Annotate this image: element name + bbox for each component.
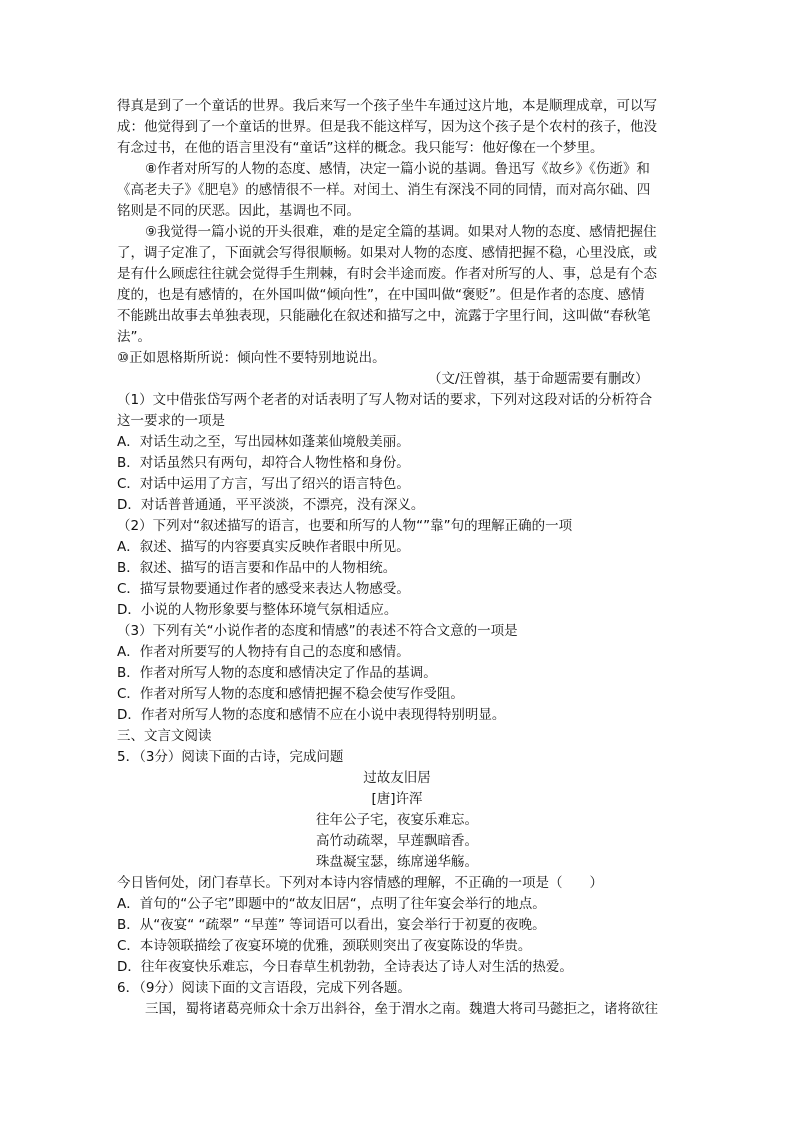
essay-line: 成：他觉得到了一个童话的世界。但是我不能这样写，因为这个孩子是个农村的孩子，他没	[117, 119, 657, 135]
essay-line: 度的，也是有感情的，在外国叫做“倾向性”，在中国叫做“褒贬”。但是作者的态度、感情	[117, 287, 645, 303]
essay-line: 了，调子定准了，下面就会写得很顺畅。如果对人物的态度、感情把握不稳，心里没底，或	[117, 245, 657, 261]
question-3-option-d: D．作者对所写人物的态度和感情不应在小说中表现得特别明显。	[117, 707, 506, 723]
question-5-option-d: D．往年夜宴快乐难忘，今日春草生机勃勃，全诗表达了诗人对生活的热爱。	[117, 959, 573, 975]
essay-line: 铭则是不同的厌恶。因此，基调也不同。	[117, 203, 360, 219]
question-3-option-a: A．作者对所要写的人物持有自己的态度和感情。	[117, 644, 410, 660]
essay-line: 不能跳出故事去单独表现，只能融化在叙述和描写之中，流露于字里行间，这叫做“春秋笔	[117, 308, 651, 324]
question-5-option-c: C．本诗领联描绘了夜宴环境的优雅，颈联则突出了夜宴陈设的华贵。	[117, 938, 532, 954]
essay-line: 得真是到了一个童话的世界。我后来写一个孩子坐牛车通过这片地，本是顺理成章，可以写	[117, 98, 657, 114]
poem-author: [唐]许浑	[371, 791, 423, 807]
poem-title: 过故友旧居	[363, 770, 431, 786]
question-1-option-a: A．对话生动之至，写出园林如蓬莱仙境般美丽。	[117, 434, 410, 450]
poem-line: 珠盘凝宝瑟，练席递华觞。	[316, 854, 478, 870]
essay-line: 是有什么顾虑往往就会觉得手生荆棘，有时会半途而废。作者对所写的人、事，总是有个态	[117, 266, 657, 282]
question-3-option-c: C．作者对所写人物的态度和感情把握不稳会使写作受阻。	[117, 686, 464, 702]
classical-text-line: 三国，蜀将诸葛亮师众十余万出斜谷，垒于渭水之南。魏遣大将司马懿拒之，诸将欲往	[145, 1001, 658, 1017]
question-3-option-b: B．作者对所写人物的态度和感情决定了作品的基调。	[117, 665, 437, 681]
question-1-stem: 这一要求的一项是	[117, 413, 225, 429]
essay-line: 法”。	[117, 329, 151, 345]
essay-source: （文/汪曾祺，基于命题需要有删改）	[428, 371, 649, 387]
question-2-stem: （2）下列对“叙述描写的语言，也要和所写的人物“”靠”句的理解正确的一项	[117, 518, 573, 534]
question-3-stem: （3）下列有关“小说作者的态度和情感”的表述不符合文意的一项是	[117, 623, 518, 639]
paragraph-8: ⑧作者对所写的人物的态度、感情，决定一篇小说的基调。鲁迅写《故乡》《伤逝》和	[145, 161, 650, 177]
essay-line: 《高老夫子》《肥皂》的感情很不一样。对闰土、消生有深浅不同的同情，而对高尔础、四	[117, 182, 651, 198]
question-2-option-c: C．描写景物要通过作者的感受来表达人物感受。	[117, 581, 410, 597]
poem-line: 高竹动疏翠，早莲飘暗香。	[316, 833, 478, 849]
poem-line: 往年公子宅，夜宴乐难忘。	[316, 812, 478, 828]
question-1-stem: （1）文中借张岱写两个老者的对话表明了写人物对话的要求，下列对这段对话的分析符合	[117, 392, 653, 408]
question-5-option-b: B．从“夜宴“ “疏翠” “早莲” 等词语可以看出，宴会举行于初夏的夜晚。	[117, 917, 546, 933]
question-6-stem: 6．（9分）阅读下面的文言语段，完成下列各题。	[117, 980, 411, 996]
question-2-option-b: B．叙述、描写的语言要和作品中的人物相统。	[117, 560, 397, 576]
question-1-option-b: B．对话虽然只有两句，却符合人物性格和身份。	[117, 455, 410, 471]
essay-line: 有念过书，在他的语言里没有“童话”这样的概念。我只能写：他好像在一个梦里。	[117, 140, 604, 156]
paragraph-10: ⑩正如恩格斯所说：倾向性不要特别地说出。	[117, 350, 386, 366]
poem-last-line-and-question: 今日皆何处，闭门春草长。下列对本诗内容情感的理解，不正确的一项是（ ）	[117, 875, 603, 891]
question-5-option-a: A．首句的“公子宅”即题中的“故友旧居“，点明了往年宴会举行的地点。	[117, 896, 546, 912]
question-1-option-c: C．对话中运用了方言，写出了绍兴的语言特色。	[117, 476, 410, 492]
question-5-stem: 5．（3分）阅读下面的古诗，完成问题	[117, 749, 344, 765]
question-2-option-a: A．叙述、描写的内容要真实反映作者眼中所见。	[117, 539, 410, 555]
question-2-option-d: D．小说的人物形象要与整体环境气氛相适应。	[117, 602, 398, 618]
section-heading: 三、文言文阅读	[117, 728, 212, 744]
paragraph-9: ⑨我觉得一篇小说的开头很难，难的是定全篇的基调。如果对人物的态度、感情把握住	[145, 224, 657, 240]
question-1-option-d: D．对话普普通通，平平淡淡，不漂亮，没有深义。	[117, 497, 425, 513]
